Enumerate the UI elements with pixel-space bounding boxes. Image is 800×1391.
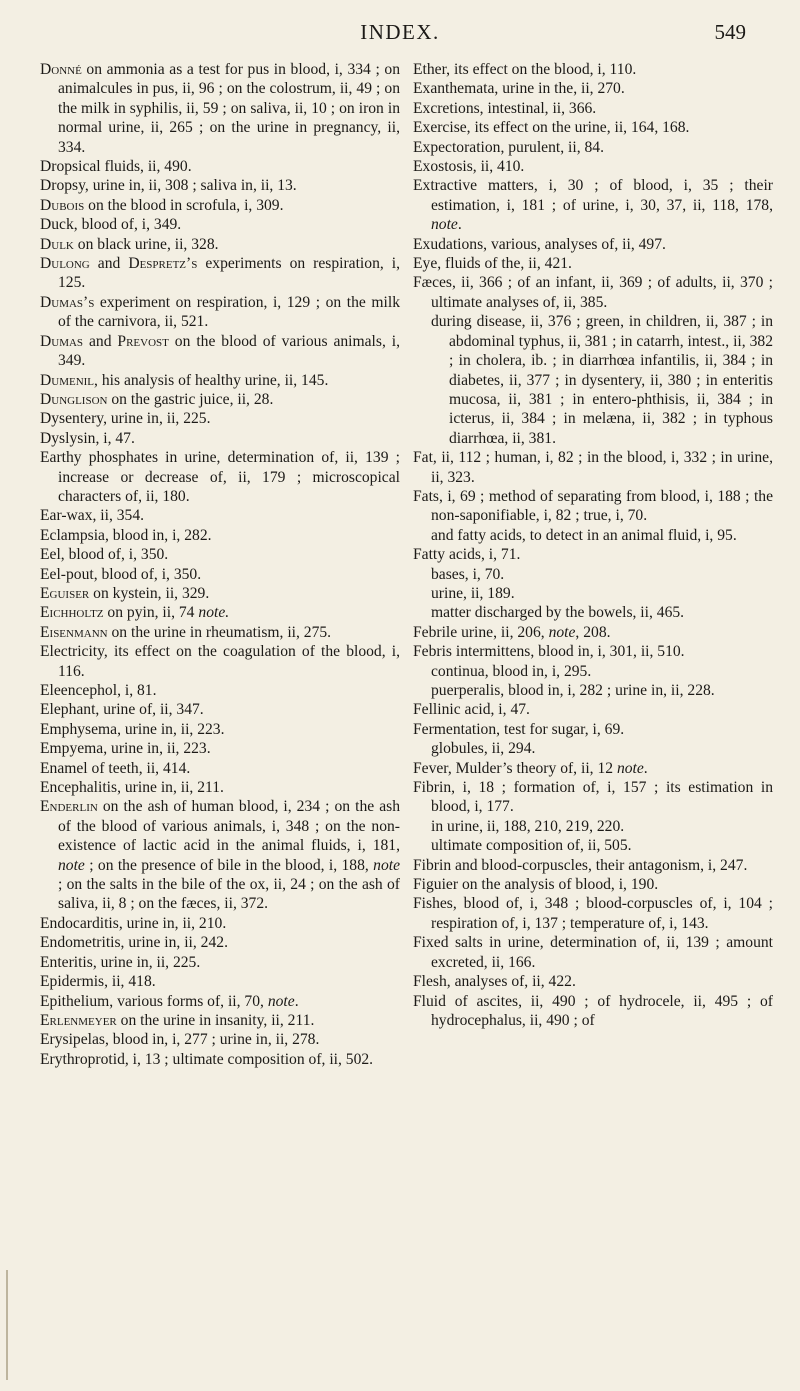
index-entry: Dumas’s experiment on respiration, i, 129 ; on the milk of the carnivora, ii, 521. (40, 293, 400, 331)
index-entry: urine, ii, 189. (431, 584, 515, 602)
index-entry: Elephant, urine of, ii, 347. (40, 701, 204, 719)
index-entry: matter discharged by the bowels, ii, 465. (431, 604, 685, 622)
index-entry: Dunglison on the gastric juice, ii, 28. (40, 390, 274, 408)
index-entry: Exercise, its effect on the urine, ii, 164, 168. (413, 119, 690, 137)
page-number: 549 (714, 20, 746, 44)
index-column-left (40, 60, 400, 1069)
index-entry: Fixed salts in urine, determination of, ii, 139 ; amount excreted, ii, 166. (413, 934, 773, 971)
index-entry: Endometritis, urine in, ii, 242. (40, 934, 228, 952)
index-entry: Eclampsia, blood in, i, 282. (40, 526, 212, 544)
index-entry: Dropsical fluids, ii, 490. (40, 158, 192, 176)
index-entry: Eleencephol, i, 81. (40, 682, 157, 699)
index-entry: Empyema, urine in, ii, 223. (40, 740, 211, 758)
index-entry: Enderlin on the ash of human blood, i, 234 ; on the ash of the blood of various animals, i, 348 ; on the non-existence of lactic acid in the animal fluids, i, 181, note ; on the presence of bile in the blood, i, 188, note ; on the salts in the bile of the ox, ii, 24 ; on the ash of saliva, ii, 8 ; on the fæces, ii, 372. (40, 798, 400, 913)
index-entry: Dumenil, his analysis of healthy urine, ii, 145. (40, 371, 329, 389)
index-entry: Dulong and Despretz’s experiments on respiration, i, 125. (40, 255, 401, 292)
page-title: INDEX. (360, 20, 440, 44)
index-entry: Exudations, various, analyses of, ii, 497. (413, 235, 666, 253)
index-entry: Fibrin and blood-corpuscles, their antagonism, i, 247. (413, 856, 748, 874)
index-entry: Erythroprotid, i, 13 ; ultimate composition of, ii, 502. (40, 1050, 374, 1068)
index-entry: Dulk on black urine, ii, 328. (40, 235, 219, 253)
index-entry: Donné on ammonia as a test for pus in blood, i, 334 ; on animalcules in pus, ii, 96 ; on the colostrum, ii, 49 ; on the milk in syphilis, ii, 59 ; on saliva, ii, 10 ; on iron in normal urine, ii, 265 ; on the urine in pregnancy, ii, 334. (40, 61, 400, 156)
index-entry: Electricity, its effect on the coagulation of the blood, i, 116. (40, 643, 400, 680)
index-entry: in urine, ii, 188, 210, 219, 220. (431, 817, 625, 835)
index-entry: Ether, its effect on the blood, i, 110. (413, 61, 637, 78)
index-entry: Enamel of teeth, ii, 414. (40, 759, 191, 777)
index-entry: Flesh, analyses of, ii, 422. (413, 973, 576, 991)
index-entry: Duck, blood of, i, 349. (40, 216, 182, 234)
index-entry: Dysentery, urine in, ii, 225. (40, 410, 211, 428)
index-entry: Dumas and Prevost on the blood of various animals, i, 349. (40, 332, 401, 370)
page-edge-mark (6, 1270, 8, 1380)
index-entry: Epidermis, ii, 418. (40, 973, 156, 991)
index-entry: Eisenmann on the urine in rheumatism, ii, 275. (40, 623, 332, 641)
index-entry: Fermentation, test for sugar, i, 69. (413, 720, 625, 738)
index-entry: Eguiser on kystein, ii, 329. (40, 584, 210, 602)
index-entry: globules, ii, 294. (431, 740, 536, 758)
index-entry: Dropsy, urine in, ii, 308 ; saliva in, ii, 13. (40, 177, 297, 195)
index-entry: Fatty acids, i, 71. (413, 546, 521, 564)
index-entry: Exanthemata, urine in the, ii, 270. (413, 80, 625, 98)
index-entry: Encephalitis, urine in, ii, 211. (40, 779, 224, 797)
index-entry: and fatty acids, to detect in an animal fluid, i, 95. (431, 526, 737, 544)
index-entry: Erlenmeyer on the urine in insanity, ii, 211. (40, 1011, 315, 1029)
index-entry: Epithelium, various forms of, ii, 70, note. (40, 992, 299, 1010)
index-entry: Eye, fluids of the, ii, 421. (413, 255, 572, 273)
index-column-right (413, 60, 773, 1030)
index-entry: Ear-wax, ii, 354. (40, 507, 145, 525)
page-header (0, 20, 800, 50)
index-entry: Eel, blood of, i, 350. (40, 546, 169, 564)
index-entry: Enteritis, urine in, ii, 225. (40, 953, 201, 971)
index-entry: Dyslysin, i, 47. (40, 429, 135, 447)
index-entry: Eel-pout, blood of, i, 350. (40, 565, 202, 583)
index-entry: Eichholtz on pyin, ii, 74 note. (40, 604, 230, 622)
index-entry: Expectoration, purulent, ii, 84. (413, 138, 604, 156)
index-entry: Earthy phosphates in urine, determination of, ii, 139 ; increase or decrease of, ii, 179 ; microscopical characters of, ii, 180. (40, 449, 400, 505)
index-entry: Fluid of ascites, ii, 490 ; of hydrocele, ii, 495 ; of hydrocephalus, ii, 490 ; of (413, 992, 773, 1029)
index-entry: Erysipelas, blood in, i, 277 ; urine in, ii, 278. (40, 1031, 320, 1049)
index-entry: Emphysema, urine in, ii, 223. (40, 720, 225, 738)
index-entry: Fats, i, 69 ; method of separating from blood, i, 188 ; the non-saponifiable, i, 82 ; true, i, 70. (413, 487, 773, 525)
index-entry: Endocarditis, urine in, ii, 210. (40, 914, 227, 932)
index-entry: Febris intermittens, blood in, i, 301, ii, 510. (413, 643, 685, 661)
index-entry: Fæces, ii, 366 ; of an infant, ii, 369 ; of adults, ii, 370 ; ultimate analyses of, ii, 385. (413, 274, 773, 311)
index-entry: bases, i, 70. (431, 565, 505, 583)
index-entry: Excretions, intestinal, ii, 366. (413, 99, 597, 117)
index-entry: Extractive matters, i, 30 ; of blood, i, 35 ; their estimation, i, 181 ; of urine, i, 30, 37, ii, 118, 178, note. (413, 177, 773, 234)
index-entry: Figuier on the analysis of blood, i, 190. (413, 876, 659, 894)
index-entry: Febrile urine, ii, 206, note, 208. (413, 623, 611, 641)
index-entry: Fishes, blood of, i, 348 ; blood-corpuscles of, i, 104 ; respiration of, i, 137 ; temperature of, i, 143. (413, 895, 773, 932)
index-entry: Fellinic acid, i, 47. (413, 701, 530, 719)
index-entry: Fibrin, i, 18 ; formation of, i, 157 ; its estimation in blood, i, 177. (413, 779, 773, 816)
index-entry: Fever, Mulder’s theory of, ii, 12 note. (413, 759, 648, 777)
index-entry: Fat, ii, 112 ; human, i, 82 ; in the blood, i, 332 ; in urine, ii, 323. (413, 449, 773, 486)
index-entry: during disease, ii, 376 ; green, in children, ii, 387 ; in abdominal typhus, ii, 381 ; in catarrh, intest., ii, 382 ; in cholera, ib. ; in diarrhœa infantilis, ii, 384 ; in diabetes, ii, 377 ; in dysentery, ii, 380 ; in enteritis mucosa, ii, 381 ; in entero-phthisis, ii, 384 ; in icterus, ii, 384 ; in melæna, ii, 382 ; in typhous diarrhœa, ii, 381. (431, 313, 773, 447)
index-entry: continua, blood in, i, 295. (431, 662, 592, 680)
index-entry: Dubois on the blood in scrofula, i, 309. (40, 196, 284, 214)
index-entry: ultimate composition of, ii, 505. (431, 837, 632, 855)
index-entry: puerperalis, blood in, i, 282 ; urine in, ii, 228. (431, 682, 715, 699)
index-entry: Exostosis, ii, 410. (413, 158, 525, 176)
